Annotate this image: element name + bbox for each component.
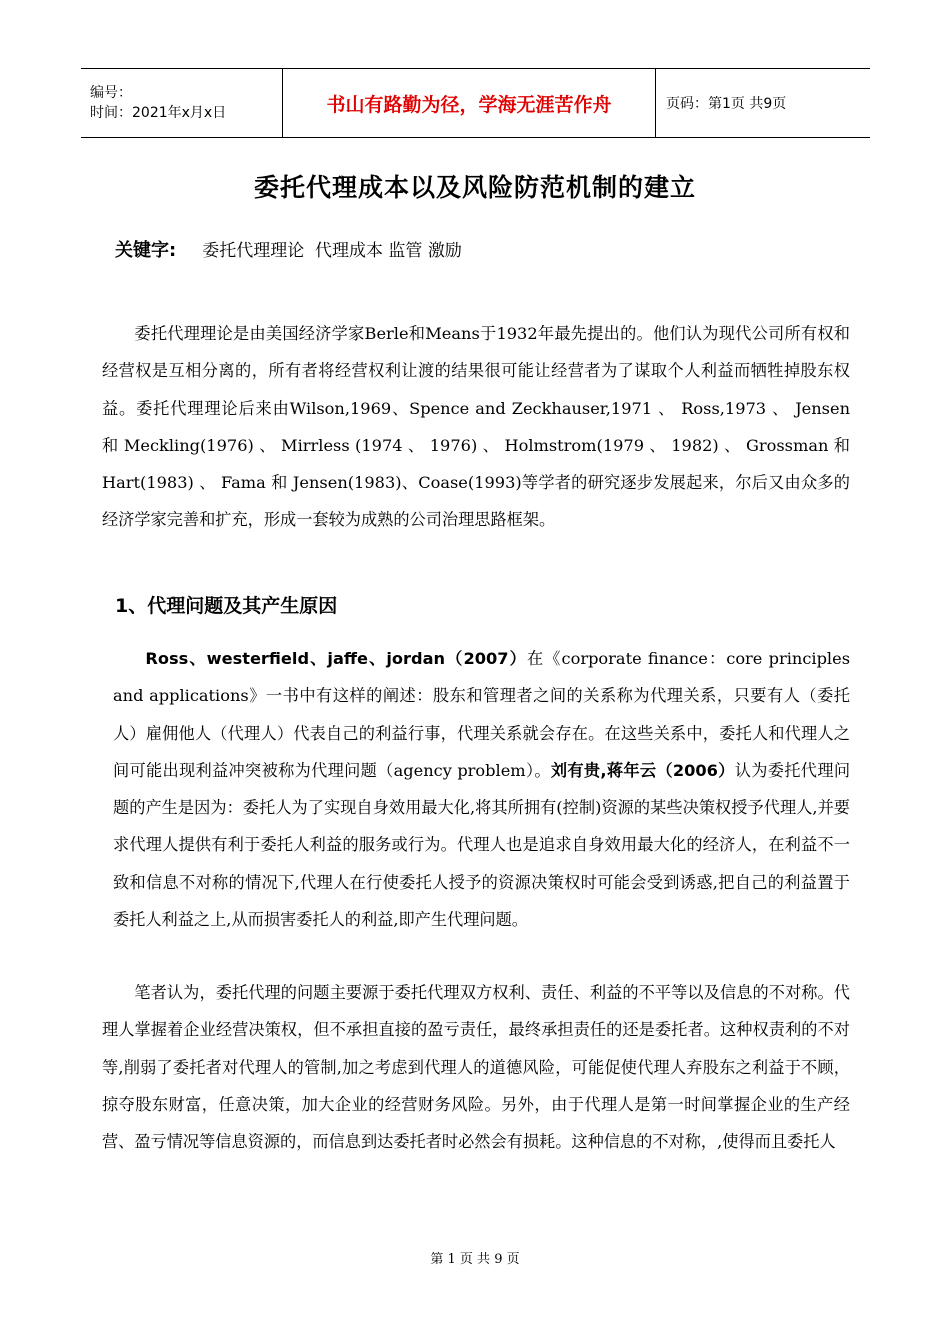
page-label: 页码：第1页 共9页 — [666, 96, 787, 112]
citation-liu: 刘有贵,蒋年云（2006） — [550, 760, 735, 780]
paragraph-agency-text-1: 在《corporate finance：core principles and applications》一书中有这样的阐述：股东和管理者之间的关系称为代理关系，只要有人（委托人）雇佣他人（代理人）代表自己的利益行事，代理关系就会存在。在这些关系中，委托人和代理人之间可能出现利益冲突被称为代理问题（agency problem）。 — [113, 649, 851, 780]
header-motto-cell — [282, 69, 656, 137]
paragraph-author-view: 笔者认为，委托代理的问题主要源于委托代理双方权利、责任、利益的不平等以及信息的不对称。代理人掌握着企业经营决策权，但不承担直接的盈亏责任，最终承担责任的还是委托者。这种权责利的不对等,削弱了委托者对代理人的管制,加之考虑到代理人的道德风险，可能促使代理人弃股东之利益于不顾，掠夺股东财富，任意决策，加大企业的经营财务风险。另外，由于代理人是第一时间掌握企业的生产经营、盈亏情况等信息资源的，而信息到达委托者时必然会有损耗。这种信息的不对称，,使得而且委托人 — [102, 983, 850, 1152]
header-page-cell — [656, 69, 870, 137]
section-heading: 1、代理问题及其产生原因 — [115, 595, 338, 617]
motto: 书山有路勤为径，学海无涯苦作舟 — [326, 93, 612, 116]
keywords-label: 关键字: — [115, 240, 177, 261]
document-header — [81, 68, 870, 138]
paragraph-agency-text-2: 认为委托代理问题的产生是因为：委托人为了实现自身效用最大化,将其所拥有(控制)资源的某些决策权授予代理人,并要求代理人提供有利于委托人利益的服务或行为。代理人也是追求自身效用最大化的经济人，在利益不一致和信息不对称的情况下,代理人在行使委托人授予的资源决策权时可能会受到诱惑,把自己的利益置于委托人利益之上,从而损害委托人的利益,即产生代理问题。 — [113, 760, 851, 930]
time-label: 时间：2021年x月x日 — [90, 105, 227, 121]
page-footer: 第 1 页 共 9 页 — [430, 1252, 520, 1267]
number-label: 编号： — [90, 85, 132, 101]
document-title: 委托代理成本以及风险防范机制的建立 — [253, 173, 696, 202]
header-left-cell — [81, 69, 282, 137]
paragraph-agency-definition — [113, 640, 850, 938]
paragraph-intro: 委托代理理论是由美国经济学家Berle和Means于1932年最先提出的。他们认为现代公司所有权和经营权是互相分离的，所有者将经营权利让渡的结果很可能让经营者为了谋取个人利益而牺牲掉股东权益。委托代理理论后来由Wilson,1969、Spence and Zeckhauser,1971 、 Ross,1973 、 Jensen 和 Meckling(1976) 、 Mirrless (1974 、 1976) 、 Holmstrom(1979 、 1982) 、 Grossman 和 Hart(1983) 、 Fama 和 Jensen(1983)、Coase(1993)等学者的研究逐步发展起来，尔后又由众多的经济学家完善和扩充，形成一套较为成熟的公司治理思路框架。 — [102, 324, 850, 530]
keywords-text: 委托代理理论 代理成本 监管 激励 — [202, 241, 462, 261]
citation-ross: Ross、westerfield、jaffe、jordan（2007） — [145, 649, 527, 668]
keywords-line — [115, 236, 462, 262]
